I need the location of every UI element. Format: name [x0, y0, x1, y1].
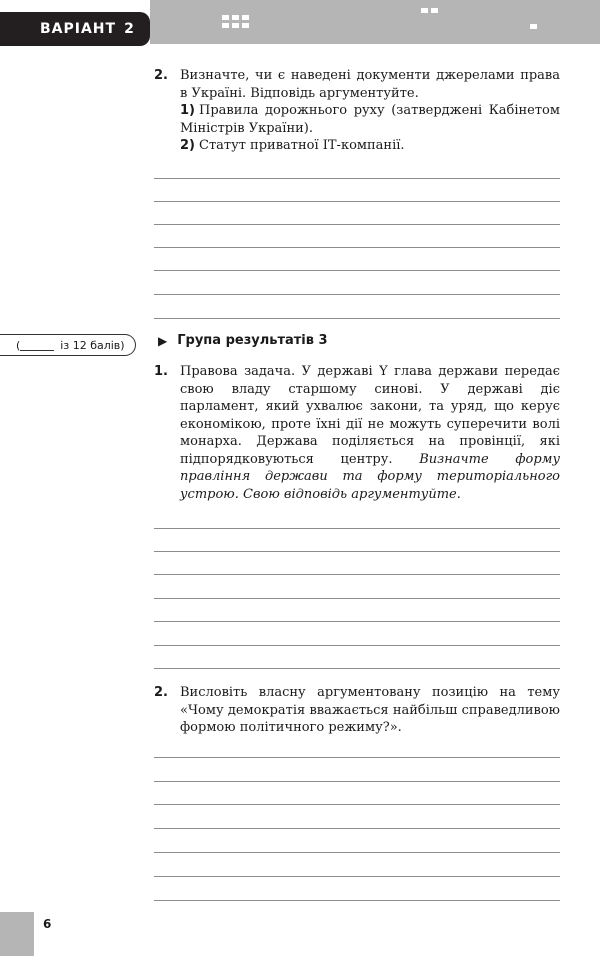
task-subitem	[180, 102, 560, 137]
answer-line[interactable]	[154, 828, 560, 829]
answer-line[interactable]	[154, 876, 560, 877]
task-subitem	[180, 137, 560, 155]
answer-line[interactable]	[154, 621, 560, 622]
answer-line[interactable]	[154, 900, 560, 901]
answer-line[interactable]	[154, 318, 560, 319]
header-bar	[150, 0, 600, 44]
answer-line[interactable]	[154, 528, 560, 529]
answer-line[interactable]	[154, 294, 560, 295]
task-opinion	[154, 684, 560, 737]
subitem-text: Правила дорожнього руху (затверджені Кабінетом Міністрів України).	[180, 103, 560, 136]
subitem-number: 1)	[180, 103, 195, 118]
task-number: 2.	[154, 68, 168, 83]
score-open-paren: (	[16, 338, 21, 352]
answer-line[interactable]	[154, 804, 560, 805]
task-sources-of-law	[154, 67, 560, 155]
task-text: Висловіть власну аргументовану позицію на тему «Чому демократія вважається найбільш справедливою формою політичного режиму?».	[180, 685, 560, 735]
variant-number: 2	[124, 21, 135, 37]
answer-line[interactable]	[154, 551, 560, 552]
header-decoration-dot	[530, 24, 537, 29]
answer-line[interactable]	[154, 598, 560, 599]
answer-line[interactable]	[154, 852, 560, 853]
task-instruction: Визначте форму правління держави та форму територіального устрою. Свою відповідь аргументуйте.	[180, 451, 560, 502]
answer-line[interactable]	[154, 574, 560, 575]
answer-line[interactable]	[154, 757, 560, 758]
task-text: Правова задача. У державі Y глава держави передає свою владу старшому синові. У державі діє парламент, який ухвалює закони, та уряд, що керує економікою, проте їхні дії не можуть суперечити волі монарха. Держава поділяється на провінції, які підпорядковуються центру.	[180, 364, 560, 467]
answer-line[interactable]	[154, 668, 560, 669]
answer-line[interactable]	[154, 178, 560, 179]
variant-label: ВАРІАНТ	[40, 21, 117, 37]
page-tab	[0, 912, 34, 956]
answer-line[interactable]	[154, 781, 560, 782]
score-text: із 12 балів)	[60, 338, 125, 352]
task-question: Визначте, чи є наведені документи джерелами права в Україні. Відповідь аргументуйте.	[180, 68, 560, 101]
task-number: 1.	[154, 364, 168, 379]
task-number: 2.	[154, 685, 168, 700]
page-number: 6	[43, 917, 52, 931]
answer-line[interactable]	[154, 645, 560, 646]
group-title: Група результатів 3	[177, 333, 328, 348]
group-heading	[158, 333, 328, 348]
subitem-number: 2)	[180, 138, 195, 153]
score-blank[interactable]	[20, 339, 54, 351]
header-decoration-dots-right	[421, 8, 438, 13]
play-arrow-icon: ▶	[158, 333, 168, 348]
answer-line[interactable]	[154, 201, 560, 202]
answer-line[interactable]	[154, 270, 560, 271]
answer-line[interactable]	[154, 247, 560, 248]
variant-badge	[0, 12, 150, 46]
score-box	[0, 334, 136, 356]
header-decoration-dots	[222, 15, 249, 28]
subitem-text: Статут приватної ІТ-компанії.	[199, 138, 405, 153]
task-legal-problem	[154, 363, 560, 503]
answer-line[interactable]	[154, 224, 560, 225]
